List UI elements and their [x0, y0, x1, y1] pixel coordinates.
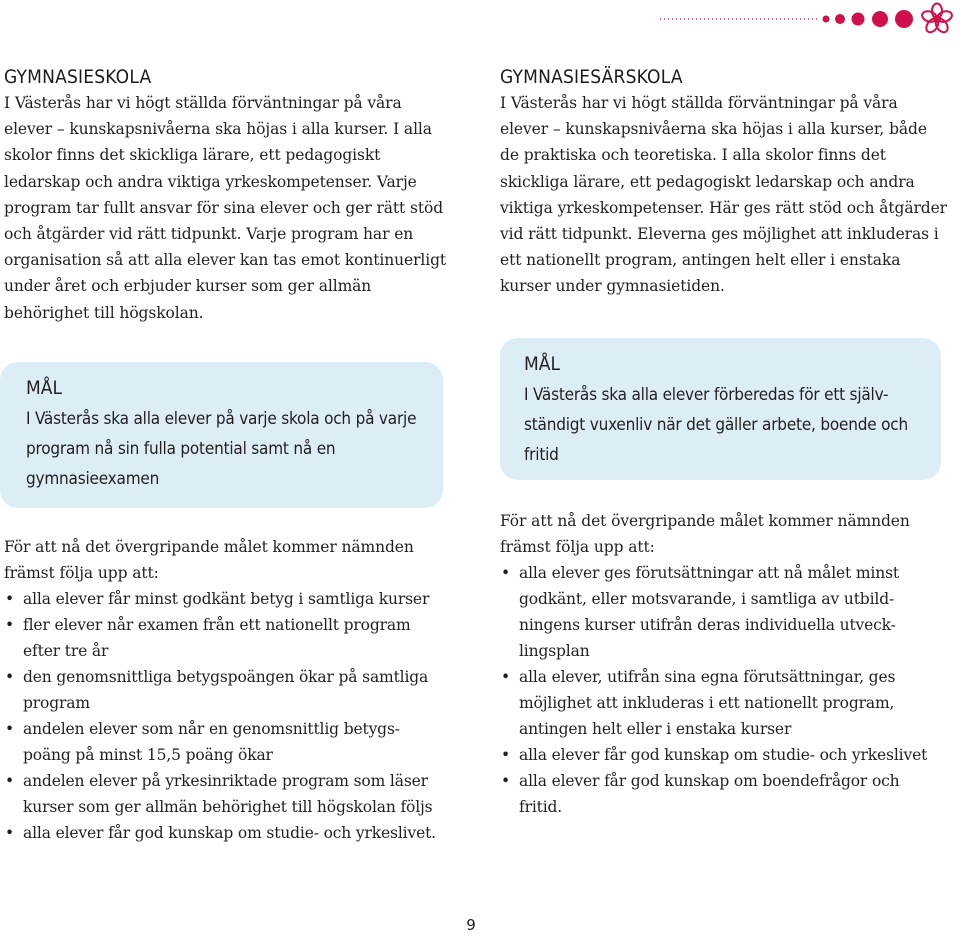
- goal-title: MÅL: [26, 377, 62, 399]
- list-item-text: alla elever får god kunskap om boendefrågor och fritid.: [519, 772, 900, 816]
- list-item: [4, 586, 444, 612]
- goal-text: I Västerås ska alla elever förberedas för ett själv-ständigt vuxenliv när det gäller arbete, boende och fritid: [524, 385, 908, 465]
- goal-box-gymnasiesarskola: [500, 338, 941, 480]
- decoration-dot: [895, 10, 913, 28]
- section-paragraph: I Västerås har vi högt ställda förväntningar på våra elever – kunskapsnivåerna ska höjas i alla kurser. I alla skolor finns det skickliga lärare, ett pedagogiskt ledarskap och andra viktiga yrkeskompetenser. Varje program tar fullt ansvar för sina elever och ger rätt stöd och åtgärder vid rätt tidpunkt. Varje program har en organisation så att alla elever kan tas emot kontinuerligt under året och erbjuder kurser som ger allmän behörighet till högskolan.: [4, 94, 447, 322]
- list-item-text: alla elever ges förutsättningar att nå målet minst godkänt, eller motsvarande, i samtliga av utbild-ningens kurser utifrån deras individuella utveck-lingsplan: [519, 564, 899, 660]
- followup-intro: För att nå det övergripande målet kommer nämnden främst följa upp att:: [4, 538, 414, 582]
- list-item: [4, 612, 444, 664]
- list-item: [4, 820, 444, 846]
- list-item: [500, 560, 945, 664]
- decoration-dot: [823, 16, 830, 23]
- list-item-text: alla elever får god kunskap om studie- och yrkeslivet.: [23, 824, 436, 842]
- list-item-text: alla elever, utifrån sina egna förutsättningar, ges möjlighet att inkluderas i ett nationellt program, antingen helt eller i enstaka kurser: [519, 668, 896, 738]
- list-item-text: alla elever får minst godkänt betyg i samtliga kurser: [23, 590, 430, 608]
- list-item-text: andelen elever på yrkesinriktade program som läser kurser som ger allmän behörighet till högskolan följs: [23, 772, 433, 816]
- bullet-icon: •: [501, 772, 510, 790]
- section-heading: GYMNASIESKOLA: [4, 66, 152, 88]
- followup-list: [4, 586, 444, 846]
- followup-gymnasieskola: [4, 534, 444, 846]
- bullet-icon: •: [5, 590, 14, 608]
- bullet-icon: •: [501, 564, 510, 582]
- section-heading: GYMNASIESÄRSKOLA: [500, 66, 683, 88]
- list-item: [500, 742, 945, 768]
- followup-intro: För att nå det övergripande målet kommer nämnden främst följa upp att:: [500, 512, 910, 556]
- list-item-text: fler elever når examen från ett nationellt program efter tre år: [23, 616, 411, 660]
- list-item: [4, 664, 444, 716]
- decoration-dot: [872, 11, 888, 27]
- bullet-icon: •: [5, 772, 14, 790]
- page-number: 9: [466, 916, 476, 934]
- goal-title: MÅL: [524, 353, 560, 375]
- goal-text: I Västerås ska alla elever på varje skola och på varje program nå sin fulla potential samt nå en gymnasieexamen: [26, 409, 417, 489]
- decoration-dot: [835, 14, 845, 24]
- list-item-text: andelen elever som når en genomsnittlig betygs-poäng på minst 15,5 poäng ökar: [23, 720, 400, 764]
- bullet-icon: •: [501, 746, 510, 764]
- list-item: [500, 664, 945, 742]
- flower-icon: [921, 4, 954, 35]
- section-gymnasieskola: [4, 64, 454, 326]
- bullet-icon: •: [5, 616, 14, 634]
- list-item-text: den genomsnittliga betygspoängen ökar på samtliga program: [23, 668, 429, 712]
- section-gymnasiesarskola: [500, 64, 950, 300]
- bullet-icon: •: [5, 720, 14, 738]
- bullet-icon: •: [5, 668, 14, 686]
- goal-box-gymnasieskola: [0, 362, 443, 508]
- list-item: [4, 716, 444, 768]
- list-item: [500, 768, 945, 820]
- list-item: [4, 768, 444, 820]
- bullet-icon: •: [5, 824, 14, 842]
- followup-gymnasiesarskola: [500, 508, 945, 820]
- decoration-dot: [852, 13, 865, 26]
- header-decoration: [0, 0, 960, 40]
- section-paragraph: I Västerås har vi högt ställda förväntningar på våra elever – kunskapsnivåerna ska höjas i alla kurser, både de praktiska och teoretiska. I alla skolor finns det skickliga lärare, ett pedagogiskt ledarskap och andra viktiga yrkeskompetenser. Här ges rätt stöd och åtgärder vid rätt tidpunkt. Eleverna ges möjlighet att inkluderas i ett nationellt program, antingen helt eller i enstaka kurser under gymnasietiden.: [500, 94, 947, 296]
- bullet-icon: •: [501, 668, 510, 686]
- followup-list: [500, 560, 945, 820]
- list-item-text: alla elever får god kunskap om studie- och yrkeslivet: [519, 746, 928, 764]
